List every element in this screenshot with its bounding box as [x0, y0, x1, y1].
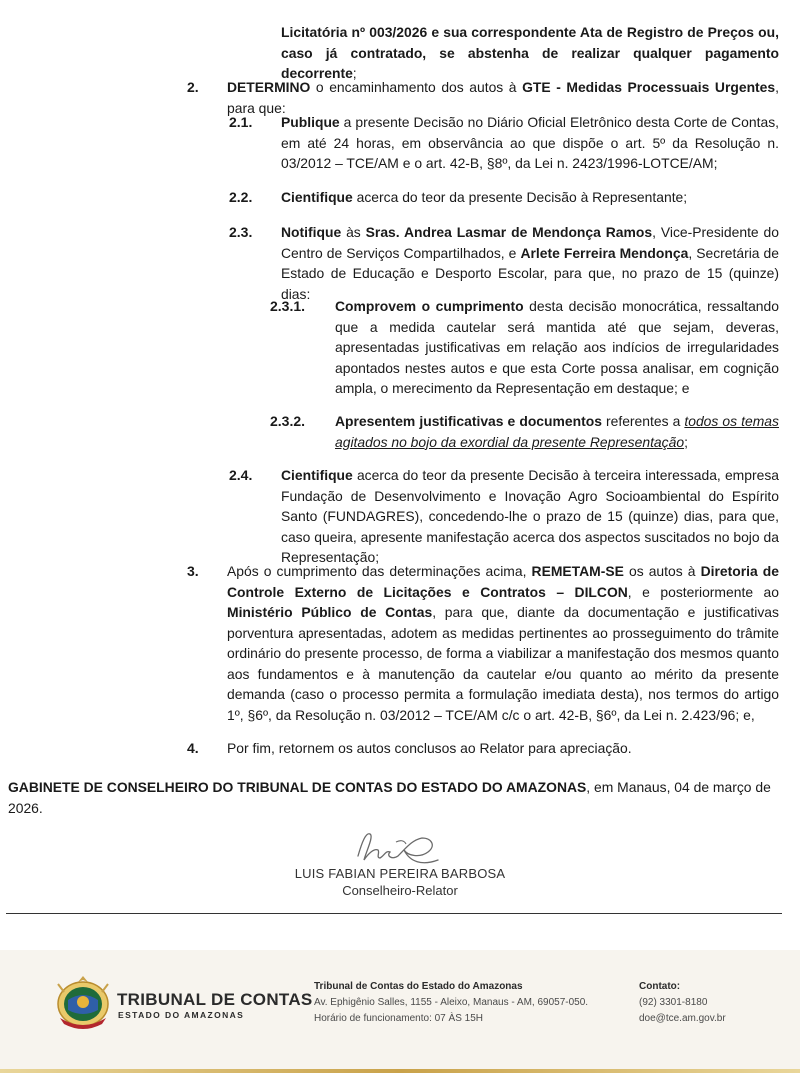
item-2-2-text: Cientifique acerca do teor da presente Decisão à Representante; [281, 189, 688, 205]
item-2-3-text: Notifique às Sras. Andrea Lasmar de Mendonça Ramos, Vice-Presidente do Centro de Serviços Compartilhados, e Arlete Ferreira Mendonça, Secretária de Estado de Educação e Desporto Escolar, para que, no prazo de 15 (quinze) dias: [281, 224, 779, 302]
item-2-4-number: 2.4. [229, 467, 253, 483]
item-4-text: Por fim, retornem os autos conclusos ao Relator para apreciação. [227, 740, 632, 756]
item-2-text: DETERMINO o encaminhamento dos autos à GTE - Medidas Processuais Urgentes, para que: [227, 79, 779, 116]
signatory-name: LUIS FABIAN PEREIRA BARBOSA [294, 866, 506, 881]
item-3-number: 3. [187, 563, 199, 579]
item-3-text: Após o cumprimento das determinações acima, REMETAM-SE os autos à Diretoria de Controle Externo de Licitações e Contratos – DILCON, e posteriormente ao Ministério Público de Contas, para que, diante da documentação e justificativas porventura apresentadas, adotem as medidas pertinentes ao prosseguimento do trâmite ordinário do presente processo, de forma a viabilizar a manifestação dos mesmos quanto aos fundamentos e à manutenção da cautelar e/ou quanto ao mérito da presente demanda (caso o processo permita a formulação imediata desta), nos termos do artigo 1º, §6º, da Resolução n. 03/2012 – TCE/AM c/c o art. 42-B, §6º, da Lei n. 2.423/96; e, [227, 563, 779, 723]
footer-address: Av. Ephigênio Salles, 1155 - Aleixo, Manaus - AM, 69057-050. [314, 997, 589, 1008]
item-2-3-1-number: 2.3.1. [270, 298, 306, 314]
item-4-number: 4. [187, 740, 199, 756]
item-2-1-number: 2.1. [229, 114, 253, 130]
top-line-1: Licitatória nº 003/2026 e sua correspondente Ata de Registro de Preços ou, caso já [281, 24, 779, 61]
item-2-number: 2. [187, 79, 199, 95]
item-2-3-2-text: Apresentem justificativas e documentos referentes a todos os temas agitados no bojo da exordial da presente Representação; [335, 413, 779, 450]
footer-contact-block [639, 979, 726, 1027]
item-2-3-1-text: Comprovem o cumprimento desta decisão monocrática, ressaltando que a medida cautelar será mantida até que sejam, deveras, apresentadas justificativas em relação aos indícios de irregularidades apontados nestes autos e que esta Corte possa analisar, em cognição ampla, o merecimento da Representação em destaque; e [335, 298, 779, 396]
logo-subtitle: ESTADO DO AMAZONAS [118, 1010, 245, 1020]
signatory-role: Conselheiro-Relator [342, 883, 458, 898]
item-2-3-2-number: 2.3.2. [270, 413, 306, 429]
item-2-2-number: 2.2. [229, 189, 253, 205]
item-2-1-text: Publique a presente Decisão no Diário Oficial Eletrônico desta Corte de Contas, em até 24 horas, em observância ao que dispõe o art. 5º da Resolução n. 03/2012 – TCE/AM e o art. 42-B, §8º, da Lei n. 2423/1996-LOTCE/AM; [281, 114, 779, 171]
footer-org-name: Tribunal de Contas do Estado do Amazonas [314, 981, 523, 992]
footer-contact-label: Contato: [639, 981, 681, 992]
footer-phone[interactable]: (92) 3301-8180 [639, 997, 708, 1008]
top-line-2: contratado, se abstenha de realizar qualquer pagamento decorrente [281, 44, 780, 81]
logo-title: TRIBUNAL DE CONTAS [117, 990, 313, 1009]
footer-org-block [314, 979, 588, 1027]
footer-email[interactable]: doe@tce.am.gov.br [639, 1013, 726, 1024]
footer-gold-bar [0, 1069, 800, 1073]
top-paragraph: Licitatória nº 003/2026 e sua correspondente Ata de Registro de Preços ou, caso já contratado, se abstenha de realizar qualquer pagamento decorrente; [281, 24, 780, 81]
footer-hours: Horário de funcionamento: 07 ÀS 15H [314, 1013, 483, 1024]
footer-divider [6, 913, 782, 914]
tce-am-coat-of-arms-icon [52, 972, 114, 1032]
item-2-3-number: 2.3. [229, 224, 253, 240]
item-2-4-text: Cientifique acerca do teor da presente Decisão à terceira interessada, empresa Fundação de Desenvolvimento e Inovação Agro Socioambiental do Espírito Santo (FUNDAGRES), concedendo-lhe o prazo de 15 (quinze) dias, para que, caso queira, apresente manifestação acerca dos aspectos suscitados no bojo da Representação; [281, 467, 779, 565]
page-footer [0, 950, 800, 1073]
closing-line: GABINETE DE CONSELHEIRO DO TRIBUNAL DE CONTAS DO ESTADO DO AMAZONAS, em Manaus, 04 de março de 2026. [8, 779, 771, 816]
